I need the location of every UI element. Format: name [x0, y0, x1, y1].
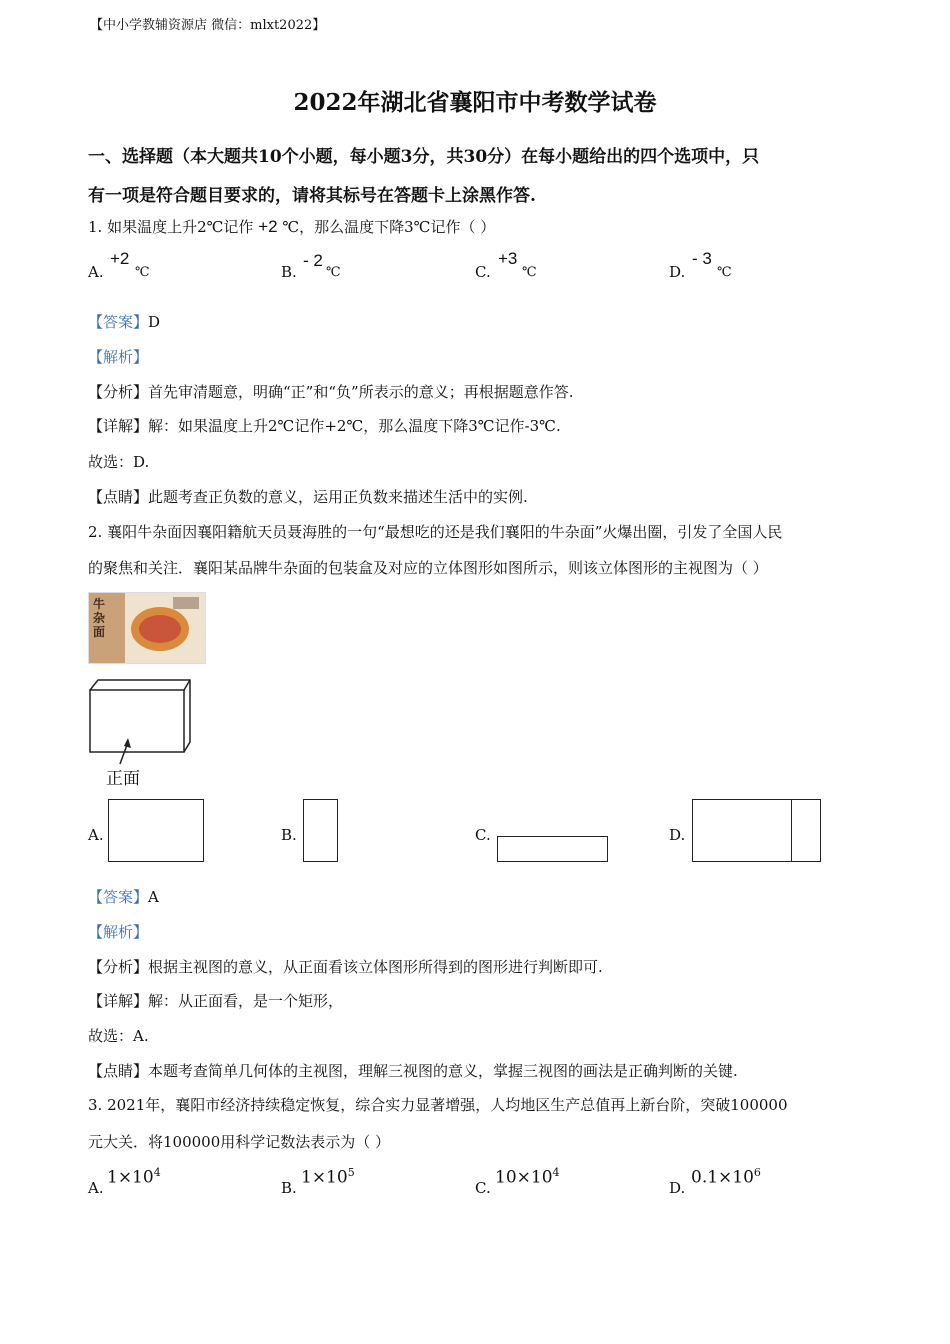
fenxi-text: 首先审清题意，明确“正”和“负”所表示的意义；再根据题意作答. [148, 383, 574, 401]
q3-option-c-label: C. [475, 1179, 491, 1197]
base: 0.1×10 [691, 1167, 754, 1188]
xiangjie-tag: 【详解】 [88, 992, 149, 1010]
dianjing-tag: 【点睛】 [88, 488, 149, 506]
package-building-image [173, 597, 199, 609]
option-label: D. [669, 263, 686, 281]
q2-option-b-figure [303, 799, 338, 862]
q1-option-b-value: - 2 [303, 251, 323, 270]
q1-stem [88, 216, 495, 237]
q1-option-c [475, 263, 491, 281]
exponent: 4 [153, 1166, 161, 1179]
base: 10×10 [495, 1167, 553, 1188]
front-label: 正面 [106, 769, 140, 789]
dianjing-tag: 【点睛】 [88, 1062, 149, 1080]
front-arrow-icon [114, 736, 138, 766]
q1-option-b-unit: ℃ [326, 265, 341, 280]
fenxi-text: 根据主视图的意义，从正面看该立体图形所得到的图形进行判断即可. [148, 958, 603, 976]
xiangjie-text: 解：从正面看，是一个矩形， [148, 992, 344, 1010]
exponent: 6 [753, 1166, 761, 1179]
q1-option-d [669, 263, 685, 281]
q1-option-d-value: - 3 [692, 249, 712, 268]
noodle-food-image [139, 615, 181, 643]
q1-stem-post: ℃，那么温度下降3℃记作（ ） [282, 218, 496, 236]
option-label: A. [88, 263, 104, 281]
q2-option-d-label: D. [669, 826, 686, 844]
q3-stem-line1: 3. 2021年，襄阳市经济持续稳定恢复，综合实力显著增强，人均地区生产总值再上新台阶，突破100000 [88, 1096, 788, 1114]
q1-xiangjie [88, 415, 561, 436]
page-title: 2022年湖北省襄阳市中考数学试卷 [293, 89, 657, 116]
q1-option-a-unit: ℃ [135, 265, 150, 280]
xiangjie-text: 解：如果温度上升2℃记作+2℃，那么温度下降3℃记作-3℃. [148, 417, 561, 435]
q2-option-b-label: B. [281, 826, 297, 844]
q3-option-d-label: D. [669, 1179, 686, 1197]
q2-option-a-figure [108, 799, 204, 862]
q1-option-a [88, 263, 104, 281]
option-label: C. [475, 263, 491, 281]
q3-option-a-value [107, 1166, 161, 1188]
section-heading-line2: 有一项是符合题目要求的，请将其标号在答题卡上涂黑作答. [88, 186, 536, 206]
q1-answer [88, 311, 160, 332]
q2-fenxi [88, 956, 603, 977]
answer-tag: 【答案】 [88, 888, 149, 906]
q1-option-c-value: +3 [498, 249, 518, 268]
q1-stem-value: +2 [258, 217, 278, 236]
q2-stem-line1: 2. 襄阳牛杂面因襄阳籍航天员聂海胜的一句“最想吃的还是我们襄阳的牛杂面”火爆出圈，引发了全国人民 [88, 523, 783, 541]
package-title: 牛杂面 [93, 597, 106, 639]
q2-xiangjie [88, 990, 343, 1011]
option-label: B. [281, 263, 297, 281]
exponent: 5 [347, 1166, 355, 1179]
fenxi-tag: 【分析】 [88, 383, 149, 401]
q3-option-b-label: B. [281, 1179, 297, 1197]
q3-option-d-value [691, 1166, 761, 1188]
q1-option-d-unit: ℃ [717, 265, 732, 280]
solid-figure [86, 676, 196, 760]
q2-answer [88, 886, 159, 907]
answer-value: A [148, 888, 159, 906]
page-header: 【中小学教辅资源店 微信：mlxt2022】 [90, 18, 326, 33]
q1-guxuan: 故选：D. [88, 453, 150, 471]
q2-dianjing [88, 1060, 738, 1081]
q1-stem-pre: 1. 如果温度上升2℃记作 [88, 218, 254, 236]
fenxi-tag: 【分析】 [88, 958, 149, 976]
q3-stem-line2: 元大关．将100000用科学记数法表示为（ ） [88, 1133, 391, 1151]
dianjing-text: 此题考查正负数的意义，运用正负数来描述生活中的实例. [148, 488, 528, 506]
q2-analysis-tag: 【解析】 [88, 923, 149, 941]
answer-value: D [148, 313, 161, 331]
exponent: 4 [552, 1166, 560, 1179]
q2-option-d-divider [791, 799, 792, 862]
q3-option-c-value [495, 1166, 560, 1188]
base: 1×10 [301, 1167, 348, 1188]
q2-option-c-figure [497, 836, 608, 862]
q3-option-b-value [301, 1166, 355, 1188]
q1-option-c-unit: ℃ [522, 265, 537, 280]
package-photo [88, 592, 206, 664]
answer-tag: 【答案】 [88, 313, 149, 331]
q2-stem-line2: 的聚焦和关注．襄阳某品牌牛杂面的包装盒及对应的立体图形如图所示，则该立体图形的主视图为（ ） [88, 559, 768, 577]
q1-option-b [281, 263, 297, 281]
q2-guxuan: 故选：A. [88, 1027, 149, 1045]
q1-analysis-tag: 【解析】 [88, 348, 149, 366]
q3-option-a-label: A. [88, 1179, 104, 1197]
q1-dianjing [88, 486, 528, 507]
xiangjie-tag: 【详解】 [88, 417, 149, 435]
base: 1×10 [107, 1167, 154, 1188]
q2-option-d-figure [692, 799, 821, 862]
q2-option-c-label: C. [475, 826, 491, 844]
section-heading-line1: 一、选择题（本大题共10个小题，每小题3分，共30分）在每小题给出的四个选项中，只 [88, 147, 760, 167]
q2-option-a-label: A. [88, 826, 104, 844]
q1-fenxi [88, 381, 573, 402]
q1-option-a-value: +2 [110, 249, 130, 268]
dianjing-text: 本题考查简单几何体的主视图，理解三视图的意义，掌握三视图的画法是正确判断的关键. [148, 1062, 738, 1080]
